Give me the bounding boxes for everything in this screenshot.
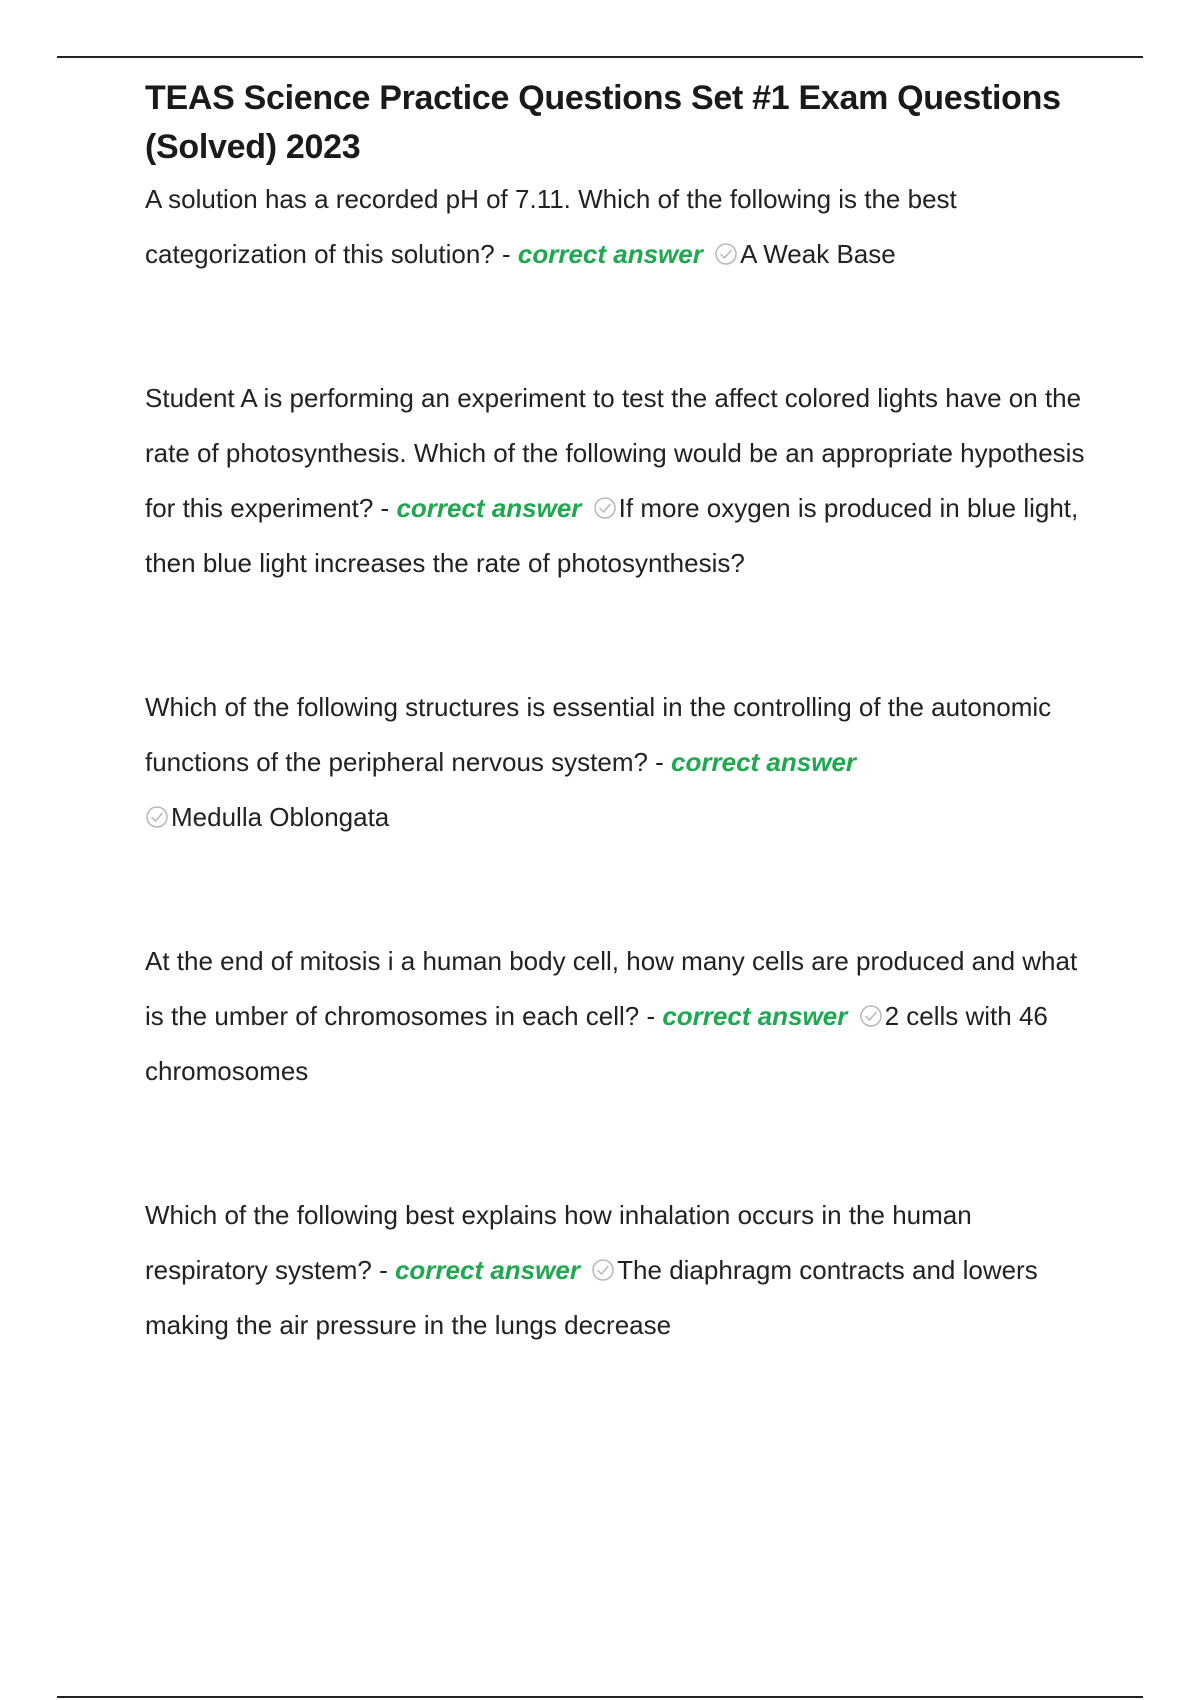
answer-text: The diaphragm contracts and lowers making the air pressure in the lungs decrease — [145, 1255, 1038, 1340]
question-text: A solution has a recorded pH of 7.11. Which of the following is the best categorization of this solution? - — [145, 184, 957, 269]
answer-text: A Weak Base — [740, 239, 896, 269]
qa-item-4 — [145, 934, 1095, 1099]
check-circle-icon — [859, 1004, 883, 1028]
answer-text: Medulla Oblongata — [171, 802, 390, 832]
correct-answer-label: correct answer — [394, 1255, 580, 1285]
correct-answer-label: correct answer — [671, 747, 857, 777]
question-text: At the end of mitosis i a human body cell, how many cells are produced and what is the umber of chromosomes in each cell? - — [145, 946, 1078, 1031]
question-text: Student A is performing an experiment to test the affect colored lights have on the rate of photosynthesis. Which of the following would be an appropriate hypothesis for this experiment? - — [145, 383, 1085, 523]
top-divider — [57, 56, 1143, 58]
check-circle-icon — [714, 242, 738, 266]
qa-item-5 — [145, 1188, 1095, 1353]
correct-answer-label: correct answer — [517, 239, 703, 269]
question-text: Which of the following structures is essential in the controlling of the autonomic functions of the peripheral nervous system? - — [145, 692, 1052, 777]
answer-text: If more oxygen is produced in blue light, then blue light increases the rate of photosynthesis? — [145, 493, 1079, 578]
bottom-divider — [57, 1696, 1143, 1698]
check-circle-icon — [145, 805, 169, 829]
qa-item-2 — [145, 371, 1095, 591]
page-title: TEAS Science Practice Questions Set #1 Exam Questions (Solved) 2023 — [145, 79, 1061, 166]
correct-answer-label: correct answer — [396, 493, 582, 523]
question-text: Which of the following best explains how inhalation occurs in the human respiratory system? - — [145, 1200, 972, 1285]
qa-item-1 — [145, 172, 1095, 282]
qa-item-3 — [145, 680, 1095, 845]
answer-text: 2 cells with 46 chromosomes — [145, 1001, 1048, 1086]
check-circle-icon — [593, 496, 617, 520]
check-circle-icon — [591, 1258, 615, 1282]
correct-answer-label: correct answer — [662, 1001, 848, 1031]
document-body — [145, 74, 1095, 1353]
